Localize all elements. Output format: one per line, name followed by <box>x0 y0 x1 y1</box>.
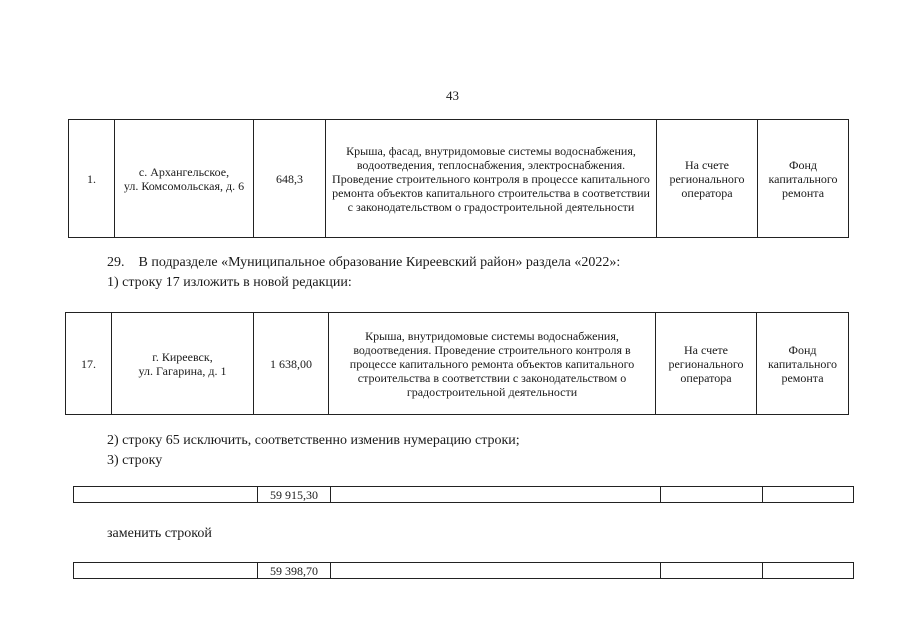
new-total-row <box>73 562 854 579</box>
paragraph-29: 29. В подразделе «Муниципальное образование Киреевский район» раздела «2022»: <box>107 255 621 270</box>
item-3: 3) строку <box>107 453 163 468</box>
area-cell: 1 638,00 <box>254 313 329 415</box>
item-1: 1) строку 17 изложить в новой редакции: <box>107 275 352 290</box>
empty-cell <box>763 487 854 503</box>
empty-cell <box>74 487 258 503</box>
empty-cell <box>331 487 661 503</box>
old-total-row <box>73 486 854 503</box>
object-table-row-1 <box>68 119 849 238</box>
row-number-cell: 17. <box>66 313 112 415</box>
replace-text: заменить строкой <box>107 526 212 541</box>
works-cell: Крыша, внутридомовые системы водоснабжения, водоотведения. Проведение строительного контроля в процессе капитального ремонта объектов капитального строительства в соответствии с законодательством о градостроительной деятельности <box>329 313 656 415</box>
account-cell: На счете регионального оператора <box>657 120 758 238</box>
empty-cell <box>763 563 854 579</box>
empty-cell <box>661 563 763 579</box>
row-number-cell: 1. <box>69 120 115 238</box>
page-number: 43 <box>446 88 459 103</box>
empty-cell <box>74 563 258 579</box>
address-line-1: с. Архангельское, <box>138 164 230 179</box>
area-cell: 648,3 <box>254 120 326 238</box>
object-table-row-17 <box>65 312 849 415</box>
total-value-cell: 59 915,30 <box>258 487 331 503</box>
address-cell <box>112 313 254 415</box>
works-cell: Крыша, фасад, внутридомовые системы водоснабжения, водоотведения, теплоснабжения, электроснабжения. Проведение строительного контроля в процессе капитального ремонта объектов капитального строительства в соответствии с законодательством о градостроительной деятельности <box>326 120 657 238</box>
address-line-2: ул. Гагарина, д. 1 <box>138 363 227 378</box>
total-value-cell: 59 398,70 <box>258 563 331 579</box>
address-line-1: г. Киреевск, <box>152 349 213 364</box>
account-cell: На счете регионального оператора <box>656 313 757 415</box>
address-line-2: ул. Комсомольская, д. 6 <box>123 178 245 193</box>
fund-cell: Фонд капитального ремонта <box>758 120 849 238</box>
empty-cell <box>331 563 661 579</box>
address-cell <box>115 120 254 238</box>
empty-cell <box>661 487 763 503</box>
fund-cell: Фонд капитального ремонта <box>757 313 849 415</box>
item-2: 2) строку 65 исключить, соответственно изменив нумерацию строки; <box>107 433 520 448</box>
